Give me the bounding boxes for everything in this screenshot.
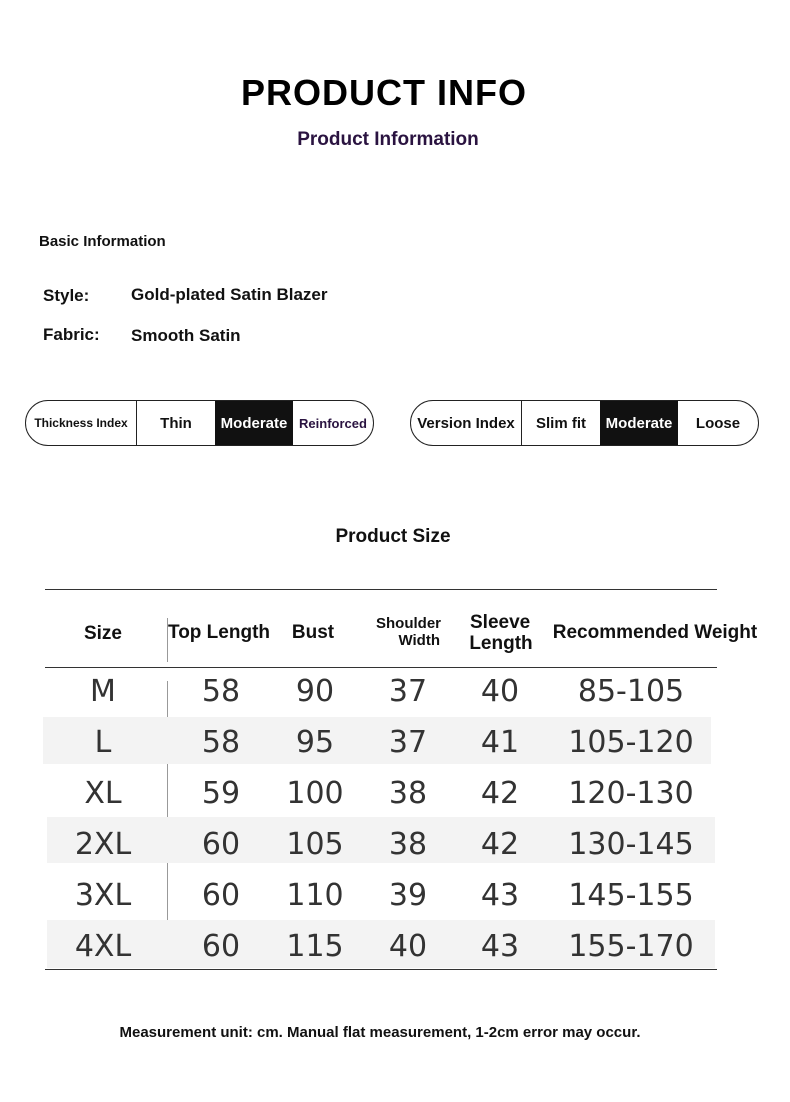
style-value: Gold-plated Satin Blazer xyxy=(131,285,328,304)
cell-size: 4XL xyxy=(74,929,132,964)
cell-recommended-weight: 130-145 xyxy=(568,827,694,862)
cell-bust: 115 xyxy=(286,929,344,964)
version-index-label: Version Index xyxy=(411,401,522,445)
cell-recommended-weight: 145-155 xyxy=(568,878,694,913)
style-label: Style: xyxy=(43,286,90,305)
thickness-option-reinforced: Reinforced xyxy=(299,415,367,431)
fabric-value: Smooth Satin xyxy=(131,326,241,345)
version-option-loose: Loose xyxy=(695,414,741,432)
thickness-index-bar xyxy=(25,400,374,446)
header-bust: Bust xyxy=(291,622,335,643)
cell-bust: 110 xyxy=(286,878,344,913)
cell-size: XL xyxy=(84,776,122,811)
header-sleeve-line1: Sleeve xyxy=(470,612,531,633)
cell-shoulder-width: 40 xyxy=(388,929,428,964)
cell-sleeve-length: 41 xyxy=(480,725,520,760)
cell-sleeve-length: 43 xyxy=(480,878,520,913)
version-option-slim-fit: Slim fit xyxy=(535,414,586,432)
cell-sleeve-length: 43 xyxy=(480,929,520,964)
cell-top-length: 58 xyxy=(201,674,241,709)
table-top-rule xyxy=(45,589,717,590)
thickness-option-thin: Thin xyxy=(160,414,192,432)
header-top-length: Top Length xyxy=(168,622,271,643)
cell-recommended-weight: 120-130 xyxy=(568,776,694,811)
cell-recommended-weight: 105-120 xyxy=(568,725,694,760)
table-bottom-rule xyxy=(45,969,717,970)
measurement-note: Measurement unit: cm. Manual flat measurement, 1-2cm error may occur. xyxy=(119,1024,641,1041)
page-subtitle: Product Information xyxy=(297,129,479,150)
product-size-title: Product Size xyxy=(335,526,451,547)
cell-top-length: 60 xyxy=(201,878,241,913)
version-index-bar xyxy=(410,400,759,446)
header-sleeve-length xyxy=(460,613,542,655)
cell-top-length: 60 xyxy=(201,827,241,862)
cell-shoulder-width: 37 xyxy=(388,725,428,760)
fabric-label: Fabric: xyxy=(43,325,100,344)
cell-sleeve-length: 42 xyxy=(480,827,520,862)
cell-size: M xyxy=(90,674,116,709)
header-sleeve-line2: Length xyxy=(469,632,533,654)
version-option-moderate: Moderate xyxy=(600,401,678,445)
header-shoulder-line1: Shoulder xyxy=(376,615,442,632)
cell-top-length: 60 xyxy=(201,929,241,964)
cell-recommended-weight: 85-105 xyxy=(577,674,685,709)
cell-shoulder-width: 38 xyxy=(388,776,428,811)
cell-sleeve-length: 40 xyxy=(480,674,520,709)
table-header-rule xyxy=(45,667,717,668)
cell-top-length: 59 xyxy=(201,776,241,811)
cell-bust: 90 xyxy=(295,674,335,709)
cell-shoulder-width: 38 xyxy=(388,827,428,862)
header-recommended-weight: Recommended Weight xyxy=(552,622,758,643)
basic-info-title: Basic Information xyxy=(39,233,166,250)
cell-shoulder-width: 39 xyxy=(388,878,428,913)
cell-size: L xyxy=(94,725,112,760)
cell-bust: 95 xyxy=(295,725,335,760)
header-size: Size xyxy=(83,623,123,644)
header-shoulder-line2: Width xyxy=(398,631,440,649)
cell-recommended-weight: 155-170 xyxy=(568,929,694,964)
thickness-index-label: Thickness Index xyxy=(26,401,137,445)
cell-size: 2XL xyxy=(74,827,132,862)
cell-size: 3XL xyxy=(74,878,132,913)
cell-sleeve-length: 42 xyxy=(480,776,520,811)
cell-bust: 100 xyxy=(286,776,344,811)
cell-shoulder-width: 37 xyxy=(388,674,428,709)
cell-bust: 105 xyxy=(286,827,344,862)
header-shoulder-width xyxy=(362,616,452,649)
cell-top-length: 58 xyxy=(201,725,241,760)
thickness-option-moderate: Moderate xyxy=(215,401,293,445)
page-title: PRODUCT INFO xyxy=(241,72,527,113)
